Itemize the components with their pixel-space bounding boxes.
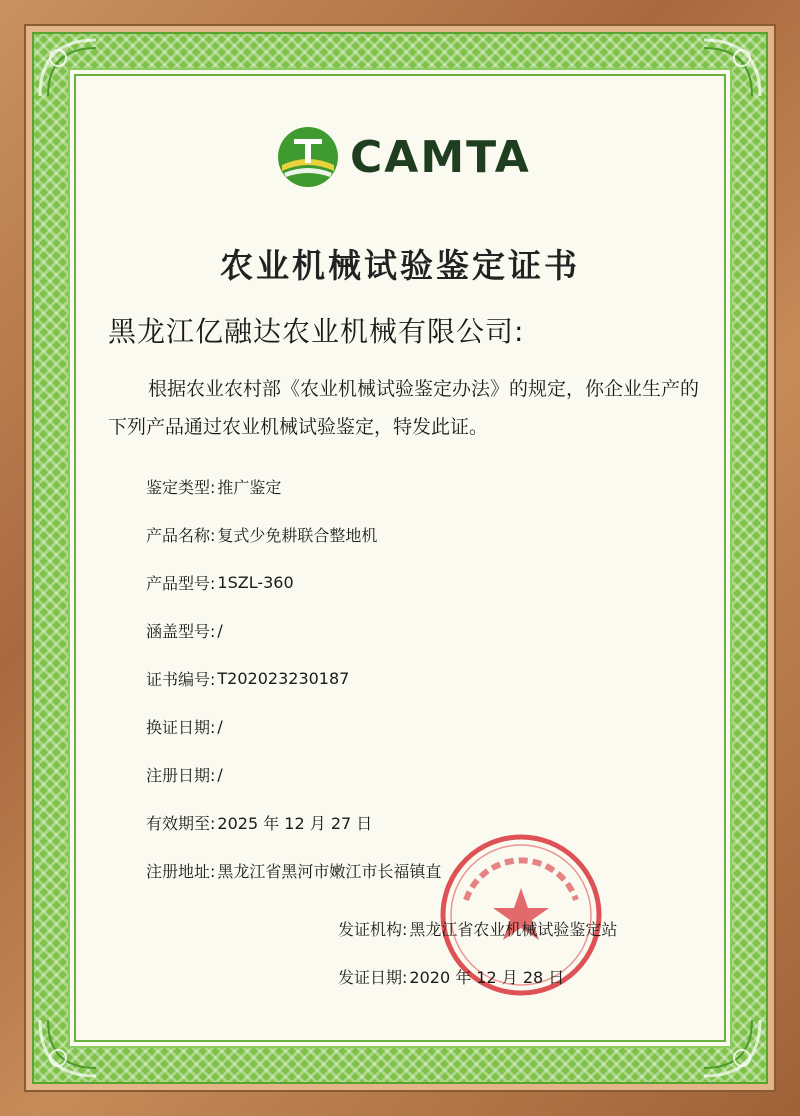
field-value: 1SZL-360 xyxy=(217,572,294,592)
issuer-block xyxy=(338,904,617,1000)
field-label: 产品型号: xyxy=(146,573,216,593)
field-value: / xyxy=(217,764,223,784)
field-label: 有效期至: xyxy=(146,813,216,833)
field-value: 黑龙江省黑河市嫩江市长福镇直 xyxy=(217,861,442,881)
field-label: 涵盖型号: xyxy=(146,621,216,641)
issue-date xyxy=(338,952,617,1000)
field-label: 鉴定类型: xyxy=(146,477,216,497)
certificate-title: 农业机械试验鉴定证书 xyxy=(220,246,580,285)
certificate-body: 根据农业农村部《农业机械试验鉴定办法》的规定，你企业生产的下列产品通过农业机械试验鉴定，特发此证。 xyxy=(108,378,700,438)
field-value: 复式少免耕联合整地机 xyxy=(217,525,378,545)
field-label: 换证日期: xyxy=(146,717,216,737)
field-label: 产品名称: xyxy=(146,525,216,545)
field-product-model xyxy=(146,558,441,606)
issue-date-value: 2020 年 12 月 28 日 xyxy=(409,967,565,987)
field-valid-until xyxy=(146,798,441,846)
issuer-org-value: 黑龙江省农业机械试验鉴定站 xyxy=(409,919,618,939)
field-product-name xyxy=(146,510,441,558)
field-value: 2025 年 12 月 27 日 xyxy=(217,813,373,833)
field-label: 注册日期: xyxy=(146,765,216,785)
issuer-org xyxy=(338,904,617,952)
field-registration-date xyxy=(146,750,441,798)
camta-logo-icon xyxy=(276,125,340,189)
certificate-fields xyxy=(146,462,441,894)
field-value: / xyxy=(217,716,223,736)
field-label: 证书编号: xyxy=(146,669,216,689)
field-registered-address xyxy=(146,846,441,894)
issue-date-label: 发证日期: xyxy=(338,967,408,987)
field-certificate-number xyxy=(146,654,441,702)
field-value: 推广鉴定 xyxy=(217,477,282,497)
camta-logo xyxy=(276,124,536,190)
field-appraisal-type xyxy=(146,462,441,510)
recipient-name: 黑龙江亿融达农业机械有限公司: xyxy=(108,315,525,348)
field-label: 注册地址: xyxy=(146,861,216,881)
field-renewal-date xyxy=(146,702,441,750)
field-covered-models xyxy=(146,606,441,654)
camta-logo-text: CAMTA xyxy=(350,131,531,183)
issuer-org-label: 发证机构: xyxy=(338,919,408,939)
field-value: / xyxy=(217,620,223,640)
field-value: T202023230187 xyxy=(217,668,350,688)
